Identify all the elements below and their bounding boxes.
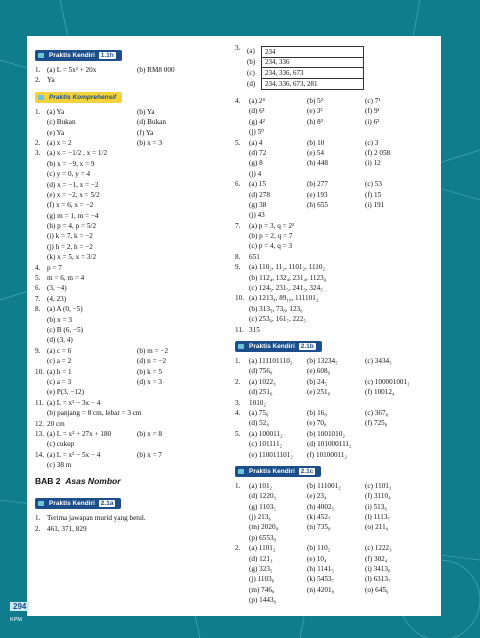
answer-line (35, 398, 231, 408)
answer-text: (d) 6¹ (249, 107, 265, 116)
answer-text: (e) 23₄ (307, 492, 327, 501)
answer-text: (3, −4) (47, 284, 67, 293)
answer-text: (c) y = 0, y = 4 (47, 170, 91, 179)
answer-line (235, 398, 437, 408)
answer-line (235, 512, 437, 522)
answer-text: (a) x = −1/2 , x = 1/2 (47, 149, 108, 158)
answer-text: (h) 655 (307, 200, 328, 209)
answer-text: (h) 8³ (307, 117, 323, 126)
answer-line (35, 387, 231, 397)
answer-page (27, 36, 441, 616)
question-number: 9. (35, 346, 41, 355)
answer-text: (i) 12 (365, 159, 381, 168)
question-number: 2. (35, 138, 41, 147)
answer-text: (d) x = 3 (137, 377, 163, 386)
answer-text: (a) x = 2 (47, 138, 72, 147)
answer-line (235, 533, 437, 543)
answer-text: (i) 6² (365, 117, 380, 126)
box-value: 234, 336 (261, 57, 364, 68)
answer-text: (b) 5² (307, 97, 323, 105)
answer-text: (c) 1101₃ (365, 481, 392, 490)
answer-line (235, 293, 437, 303)
answer-text: (b) x = 3 (137, 138, 163, 147)
question-number: 10. (235, 294, 244, 303)
answer-text: (c) Bukan (47, 118, 76, 127)
answer-text: 315 (249, 325, 260, 334)
answer-line (235, 304, 437, 314)
answer-text: (b) 313₅, 73₈, 123₆ (249, 304, 303, 313)
question-number: 1. (35, 514, 41, 523)
answer-text: (a) 1213₄, 89₁₀, 111101₂ (249, 294, 319, 303)
answer-text: (c) 367₈ (365, 408, 389, 417)
right-column (235, 44, 437, 606)
answer-text: (h) 4002₅ (307, 502, 335, 511)
answer-text: (e) Ya (47, 128, 65, 137)
answer-text: (f) 9¹ (365, 107, 380, 116)
answer-text: (c) B (6, −5) (47, 325, 83, 334)
answer-text: (e) 54 (307, 148, 324, 157)
answer-text: (e) x = −2, x = 5/2 (47, 190, 100, 199)
answer-line (235, 158, 437, 168)
answer-text: (b) 1001010₂ (307, 429, 345, 438)
answer-text: (d) 121₃ (249, 554, 273, 563)
question-number: 8. (235, 252, 241, 261)
answer-text: (b) x = 7 (137, 450, 163, 459)
answer-line (235, 96, 437, 106)
box-value: 234 (261, 46, 364, 58)
answer-line (35, 190, 231, 200)
answer-line (235, 408, 437, 418)
answer-text: (f) 2 058 (365, 148, 391, 157)
question-number: 4. (235, 97, 241, 105)
answer-text: (d) n = −2 (137, 357, 167, 366)
section-banner: Praktis Kendiri 2.1a (35, 498, 121, 509)
answer-boxes (235, 44, 437, 96)
answer-line (235, 418, 437, 428)
answer-text: (h) 448 (307, 159, 328, 168)
answer-text: (a) 111101110₂ (249, 356, 293, 365)
question-number: 11. (35, 398, 44, 407)
answer-text: (d) Bukan (137, 118, 166, 127)
answer-line (35, 221, 231, 231)
answer-text: (j) 5⁰ (249, 128, 265, 137)
answer-line (35, 377, 231, 387)
answer-line (235, 200, 437, 210)
answer-line (35, 524, 231, 534)
answer-line (235, 522, 437, 532)
answer-line (35, 252, 231, 262)
answer-text: (b) k = 5 (137, 367, 163, 376)
answer-text: (m) 2020₈ (249, 523, 279, 532)
answer-line (35, 273, 231, 283)
answer-line (235, 273, 437, 283)
answer-text: (c) p = 4, q = 3 (249, 242, 293, 251)
question-number: 13. (35, 429, 44, 438)
answer-text: (c) 38 m (47, 461, 72, 470)
answer-text: (d) x = −1, x = −2 (47, 180, 99, 189)
answer-text: (e) 608₉ (307, 367, 331, 376)
answer-text: (f) 3110₄ (365, 492, 391, 501)
answer-text: (a) 1101₂ (249, 544, 276, 553)
answer-box-row (247, 79, 371, 90)
question-number: 1. (235, 481, 241, 490)
question-number: 7. (235, 221, 241, 230)
answer-text: (b) 24₅ (307, 377, 327, 386)
answer-text: (k) 452₇ (307, 513, 331, 522)
answer-text: (b) x = −9, x = 9 (47, 159, 95, 168)
question-number: 14. (35, 450, 44, 459)
answer-line (235, 314, 437, 324)
answer-text: (g) 323₅ (249, 565, 273, 574)
answer-text: (j) 4 (249, 169, 262, 178)
answer-text: (f) 302₄ (365, 554, 388, 563)
question-number: 11. (235, 325, 244, 334)
question-number: 12. (35, 419, 44, 428)
answer-line (35, 107, 231, 117)
answer-text: (c) 253₆, 161₇, 222₅ (249, 315, 306, 324)
answer-line (235, 241, 437, 251)
answer-line (235, 585, 437, 595)
answer-text: (b) 112₄, 132₄, 231₄, 1123₄ (249, 273, 327, 282)
answer-text: (i) 513₆ (365, 502, 387, 511)
question-number: 2. (235, 377, 241, 386)
question-number: 9. (235, 263, 241, 272)
answer-text: (p) 6553₉ (249, 533, 277, 542)
answer-line (235, 450, 437, 460)
answer-line (35, 65, 231, 75)
answer-line (35, 460, 231, 470)
answer-text: (e) 110011101₂ (249, 450, 293, 459)
answer-text: (o) 645₉ (365, 585, 389, 594)
answer-text: (l) 6313₇ (365, 575, 391, 584)
answer-text: (a) L = x² − 3x − 4 (47, 398, 101, 407)
question-number: 1. (235, 356, 241, 365)
answer-line (235, 117, 437, 127)
answer-text: (k) x = 5, x = 3/2 (47, 253, 97, 262)
answer-text: (c) 100001001₂ (365, 377, 410, 386)
answer-text: (f) 10100011₂ (307, 450, 347, 459)
answer-text: (b) m = −2 (137, 346, 169, 355)
answer-line (235, 252, 437, 262)
question-number: 8. (35, 305, 41, 314)
page-number: 294 KPM (10, 596, 38, 618)
answer-line (235, 377, 437, 387)
answer-text: (b) x = 8 (137, 429, 163, 438)
answer-line (35, 138, 231, 148)
answer-line (235, 231, 437, 241)
answer-text: (a) L = x² − 5x − 4 (47, 450, 101, 459)
answer-text: (f) x = 6, x = −2 (47, 201, 94, 210)
answer-line (35, 367, 231, 377)
answer-line (35, 408, 231, 418)
answer-line (235, 169, 437, 179)
answer-line (35, 450, 231, 460)
answer-text: (4, 23) (47, 294, 67, 303)
answer-text: (e) 70₈ (307, 419, 327, 428)
box-value: 234, 336, 673 (261, 68, 364, 79)
answer-text: (b) 10 (307, 138, 325, 147)
answer-text: m = 6, m = 4 (47, 274, 85, 283)
answer-text: (b) x = 3 (47, 315, 73, 324)
answer-line (35, 231, 231, 241)
question-number: 5. (35, 274, 41, 283)
answer-text: (d) (3, 4) (47, 336, 73, 345)
answer-text: (j) 1103₆ (249, 575, 275, 584)
answer-line (235, 429, 437, 439)
answer-text: (n) 735₈ (307, 523, 331, 532)
answer-text: (h) p = 4, p = 5/2 (47, 222, 97, 231)
answer-line (235, 262, 437, 272)
box-label: (d) (247, 80, 256, 88)
answer-text: 1010₂ (249, 398, 266, 407)
answer-line (235, 179, 437, 189)
answer-text: (d) 1220₃ (249, 492, 277, 501)
answer-text: (c) a = 2 (47, 357, 72, 366)
answer-text: (c) 124₅, 231₅, 241₅, 324₅ (249, 284, 323, 293)
question-number: 4. (235, 408, 241, 417)
answer-line (35, 304, 231, 314)
answer-text: (n) 4201₈ (307, 585, 335, 594)
question-number: 6. (235, 180, 241, 189)
answer-text: (f) 725₈ (365, 419, 388, 428)
answer-text: (d) 101000111₂ (307, 440, 352, 449)
box-value: 234, 336, 673, 281 (261, 79, 364, 90)
question-number: 5. (235, 138, 241, 147)
answer-line (35, 294, 231, 304)
answer-text: (a) L = 5x² + 20x (47, 66, 97, 74)
section-banner: Praktis Kendiri 2.1c (235, 466, 321, 477)
answer-line (235, 481, 437, 491)
question-number: 3. (35, 149, 41, 158)
answer-text: (e) P(3, −12) (47, 388, 84, 397)
answer-line (235, 543, 437, 553)
answer-line (235, 138, 437, 148)
answer-text: (a) 100011₂ (249, 429, 283, 438)
question-number: 2. (35, 76, 41, 85)
box-label: (b) (247, 58, 256, 66)
question-number: 2. (35, 524, 41, 533)
box-label: (c) (247, 69, 255, 77)
answer-line (235, 190, 437, 200)
answer-text: p = 7 (47, 263, 62, 272)
section-banner: Praktis Kendiri 2.1b (235, 341, 322, 352)
answer-text: (g) 4² (249, 117, 265, 126)
answer-text: (p) 1443₉ (249, 596, 277, 605)
answer-text: (h) 1141₅ (307, 565, 334, 574)
question-number: 5. (235, 429, 241, 438)
answer-text: (a) 75₈ (249, 408, 269, 417)
question-number: 3. (235, 398, 241, 407)
answer-text: (b) 111001₂ (307, 481, 341, 490)
answer-line (235, 283, 437, 293)
answer-line (35, 148, 231, 158)
answer-text: (a) 4 (249, 138, 263, 147)
answer-line (35, 356, 231, 366)
answer-text: (a) 101₂ (249, 481, 273, 490)
answer-text: (c) 3 (365, 138, 379, 147)
answer-text: (j) 43 (249, 211, 265, 220)
answer-text: (a) L = x² + 27x + 180 (47, 429, 112, 438)
answer-text: (o) 211₉ (365, 523, 389, 532)
answer-box-row (247, 68, 371, 79)
question-number: 7. (35, 294, 41, 303)
answer-line (235, 387, 437, 397)
answer-line (235, 148, 437, 158)
answer-text: (g) 1103₅ (249, 502, 276, 511)
question-number: 1. (35, 66, 41, 74)
answer-text: (g) 8 (249, 159, 263, 168)
answer-text: (a) c = 6 (47, 346, 72, 355)
answer-line (235, 564, 437, 574)
answer-text: (a) Ya (47, 107, 65, 116)
answer-line (35, 283, 231, 293)
answer-text: (b) 16₈ (307, 408, 327, 417)
question-number: 2. (235, 544, 241, 553)
answer-text: (a) h = 1 (47, 367, 72, 376)
question-number: 10. (35, 367, 44, 376)
answer-text: (c) cukup (47, 440, 75, 449)
answer-line (35, 242, 231, 252)
answer-text: (i) 191 (365, 200, 385, 209)
answer-line (235, 554, 437, 564)
answer-text: (g) 38 (249, 200, 267, 209)
answer-text: (a) 110₂, 11₂, 1101₂, 1110₂ (249, 263, 325, 272)
answer-line (235, 325, 437, 335)
answer-text: (j) h = 2, h = −2 (47, 242, 93, 251)
answer-line (235, 491, 437, 501)
answer-text: (d) 251₆ (249, 388, 273, 397)
answer-text: 651 (249, 252, 260, 261)
answer-box-row (247, 57, 371, 68)
answer-text: (e) 3² (307, 107, 323, 116)
answer-text: (f) 15 (365, 190, 382, 199)
answer-line (35, 429, 231, 439)
answer-line (35, 117, 231, 127)
answer-text: (b) p = 2, q = 7 (249, 232, 293, 241)
answer-text: (m) 746₈ (249, 585, 275, 594)
answer-line (35, 169, 231, 179)
answer-line (235, 439, 437, 449)
answer-text: Ya (47, 76, 55, 85)
answer-line (35, 346, 231, 356)
answer-text: (e) 251₈ (307, 388, 331, 397)
answer-text: (e) 193 (307, 190, 328, 199)
answer-text: Terima jawapan murid yang betul. (47, 514, 146, 523)
answer-line (35, 211, 231, 221)
answer-text: (c) 1222₃ (365, 544, 392, 553)
answer-text: 461, 371, 829 (47, 524, 87, 533)
answer-text: (d) 72 (249, 148, 267, 157)
question-number: 1. (35, 107, 41, 116)
answer-text: (i) 3413₆ (365, 565, 391, 574)
left-column (35, 44, 231, 534)
answer-text: (b) Ya (137, 107, 155, 116)
chapter-heading: BAB 2 Asas Nombor (35, 476, 121, 487)
answer-line (35, 439, 231, 449)
answer-line (35, 200, 231, 210)
answer-line (235, 595, 437, 605)
answer-text: (b) 13234₅ (307, 356, 338, 365)
answer-line (235, 574, 437, 584)
answer-line (35, 263, 231, 273)
answer-line (35, 180, 231, 190)
answer-text: (j) 213₆ (249, 513, 271, 522)
answer-text: (a) 2⁴ (249, 97, 265, 105)
answer-box-row (247, 46, 371, 57)
question-number: 6. (35, 284, 41, 293)
answer-line (35, 159, 231, 169)
answer-text: (c) 53 (365, 180, 382, 189)
answer-line (35, 419, 231, 429)
answer-text: (g) m = 1, m = −4 (47, 211, 99, 220)
answer-text: (b) 277 (307, 180, 328, 189)
answer-text: (c) a = 3 (47, 377, 72, 386)
answer-text: (c) 3434₅ (365, 356, 392, 365)
answer-text: (d) 756₈ (249, 367, 273, 376)
answer-text: (a) 1022₃ (249, 377, 276, 386)
answer-line (235, 366, 437, 376)
answer-text: (d) 52₈ (249, 419, 269, 428)
section-banner: Praktis Kendiri 1.1h (35, 50, 122, 61)
answer-text: (a) 15 (249, 180, 266, 189)
answer-line (235, 356, 437, 366)
question-number: 3. (235, 44, 241, 52)
answer-text: (c) 101111₂ (249, 440, 283, 449)
answer-text: 20 cm (47, 419, 65, 428)
answer-text: (f) Ya (137, 128, 154, 137)
answer-text: (e) 10₄ (307, 554, 327, 563)
answer-line (35, 315, 231, 325)
answer-text: (i) k = 7, k = −2 (47, 232, 93, 241)
box-label: (a) (247, 47, 255, 55)
answer-line (35, 128, 231, 138)
answer-line (35, 335, 231, 345)
answer-line (235, 221, 437, 231)
answer-line (35, 75, 231, 85)
answer-text: (a) p = 3, q = 2² (249, 221, 295, 230)
answer-line (235, 502, 437, 512)
answer-text: (d) 278 (249, 190, 270, 199)
answer-line (235, 127, 437, 137)
answer-text: (c) 7¹ (365, 97, 381, 105)
answer-text: (b) RM8 000 (137, 66, 175, 74)
answer-text: (l) 1113₇ (365, 513, 390, 522)
answer-line (35, 325, 231, 335)
answer-text: (b) 110₂ (307, 544, 331, 553)
answer-text: (k) 5453₇ (307, 575, 335, 584)
answer-text: (f) 10012₄ (365, 388, 395, 397)
section-banner: Praktis Komprehensif (35, 92, 122, 103)
question-number: 4. (35, 263, 41, 272)
answer-text: (b) panjang = 8 cm, lebar = 3 cm (47, 409, 142, 418)
answer-line (235, 106, 437, 116)
answer-line (235, 210, 437, 220)
answer-line (35, 513, 231, 523)
answer-text: (a) A (0, −5) (47, 305, 83, 314)
